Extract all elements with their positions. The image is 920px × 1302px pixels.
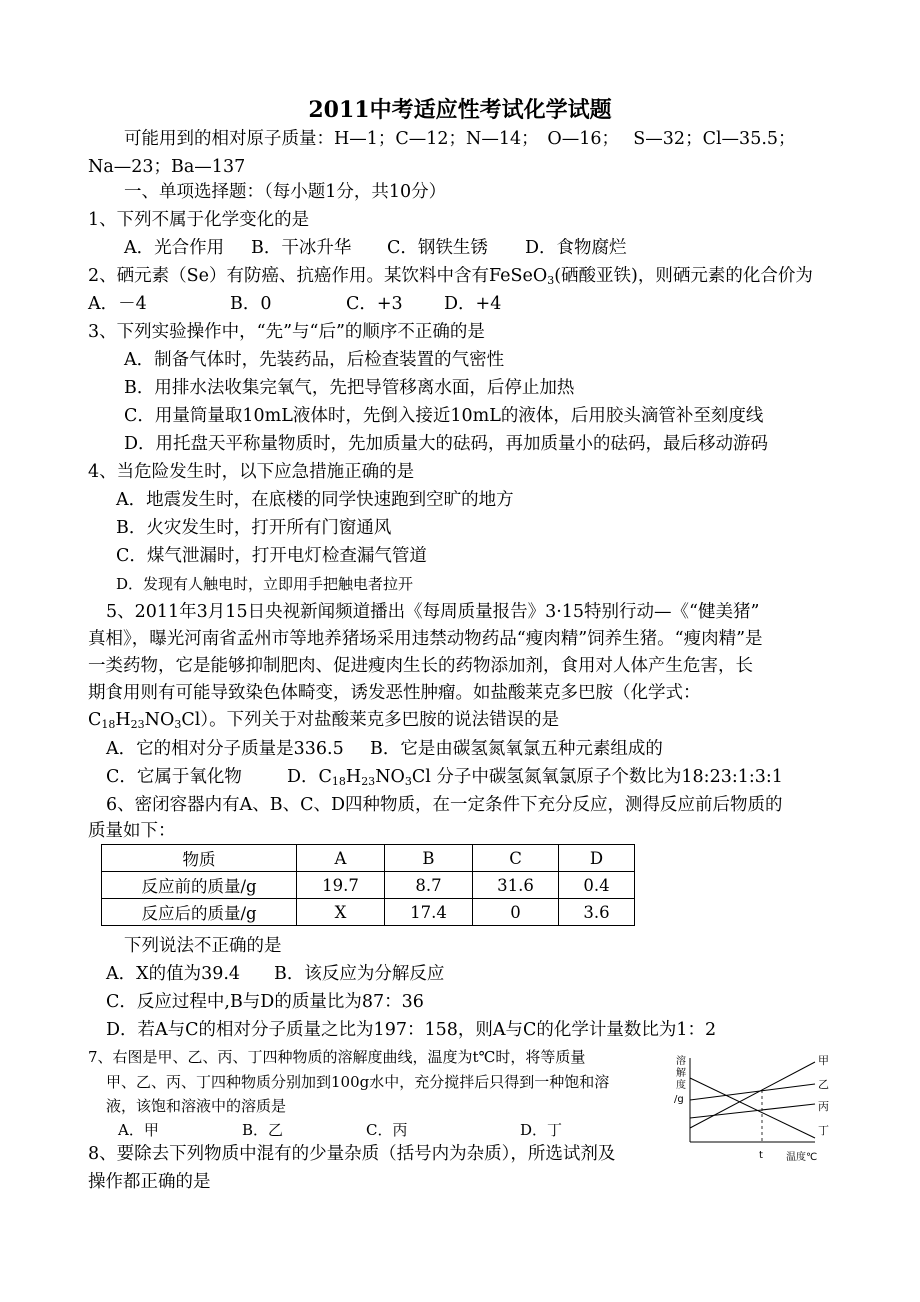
question-5-line1: 5、2011年3月15日央视新闻频道播出《每周质量报告》3·15特别行动—《“健美猪” bbox=[106, 602, 760, 622]
question-5-line3: 一类药物，它是能够抑制肥肉、促进瘦肉生长的药物添加剂，食用对人体产生危害，长 bbox=[88, 656, 753, 676]
formula-sub-18: 18 bbox=[101, 718, 116, 731]
table-cell: 31.6 bbox=[473, 872, 559, 899]
q5-options-cd bbox=[106, 765, 783, 789]
q5-d-h: H bbox=[345, 767, 362, 787]
curve-bing bbox=[690, 1104, 815, 1118]
curve-label-ding: 丁 bbox=[818, 1124, 829, 1137]
formula-c: C bbox=[88, 710, 102, 730]
curve-label-bing: 丙 bbox=[818, 1100, 829, 1113]
question-3-stem: 3、下列实验操作中，“先”与“后”的顺序不正确的是 bbox=[88, 322, 485, 342]
question-6-line2: 质量如下： bbox=[88, 821, 176, 841]
formula-h: H bbox=[115, 710, 131, 730]
q5-option-d bbox=[287, 767, 783, 787]
ylabel-char: /g bbox=[674, 1094, 684, 1105]
atomic-masses-line2: Na—23；Ba—137 bbox=[88, 157, 246, 177]
curve-ding bbox=[690, 1078, 815, 1138]
q4-option-c: C．煤气泄漏时，打开电灯检查漏气管道 bbox=[116, 546, 427, 566]
question-8-line2: 操作都正确的是 bbox=[88, 1172, 211, 1192]
q2-option-c: C．+3 bbox=[346, 294, 403, 314]
table-cell: 0 bbox=[473, 899, 559, 926]
formula-no: NO bbox=[144, 710, 175, 730]
q5-options-ab bbox=[106, 737, 663, 761]
ylabel-char: 度 bbox=[676, 1080, 686, 1091]
formula-sub-23: 23 bbox=[130, 718, 145, 731]
x-axis-label: 温度℃ bbox=[786, 1152, 818, 1163]
question-2-options bbox=[88, 292, 501, 316]
table-header-cell: B bbox=[385, 845, 473, 872]
table-header-cell: C bbox=[473, 845, 559, 872]
q3-option-b: B．用排水法收集完氧气，先把导管移离水面，后停止加热 bbox=[124, 378, 575, 398]
q1-option-a: A．光合作用 bbox=[124, 238, 225, 258]
q2-stem-part2: (硒酸亚铁)，则硒元素的化合价为 bbox=[554, 266, 813, 286]
q7-option-c: C．丙 bbox=[366, 1121, 408, 1139]
ylabel-char: 溶 bbox=[676, 1056, 686, 1067]
question-2-stem bbox=[88, 264, 813, 288]
question-6-line1: 6、密闭容器内有A、B、C、D四种物质，在一定条件下充分反应，测得反应前后物质的 bbox=[106, 795, 783, 815]
table-cell: 19.7 bbox=[297, 872, 385, 899]
table-cell: 3.6 bbox=[559, 899, 635, 926]
table-header-cell: D bbox=[559, 845, 635, 872]
curve-jia bbox=[690, 1062, 815, 1128]
q2-option-d: D．+4 bbox=[444, 294, 502, 314]
table-header-cell: 物质 bbox=[102, 845, 297, 872]
table-row bbox=[102, 899, 635, 926]
q6-option-a: A．X的值为39.4 bbox=[106, 964, 241, 984]
q6-prompt: 下列说法不正确的是 bbox=[124, 936, 282, 956]
q1-option-c: C．钢铁生锈 bbox=[387, 238, 488, 258]
page-title: 2011中考适应性考试化学试题 bbox=[308, 97, 612, 123]
q4-option-b: B．火灾发生时，打开所有门窗通风 bbox=[116, 518, 392, 538]
q7-option-d: D．丁 bbox=[520, 1121, 563, 1139]
q2-stem-subscript: 3 bbox=[547, 274, 555, 287]
q5-d-sub-3: 3 bbox=[404, 775, 412, 788]
q2-option-a: A．－4 bbox=[88, 294, 147, 314]
question-4-stem: 4、当危险发生时，以下应急措施正确的是 bbox=[88, 462, 415, 482]
table-cell: 反应前的质量/g bbox=[102, 872, 297, 899]
mass-table bbox=[101, 844, 635, 926]
question-7-line3: 液，该饱和溶液中的溶质是 bbox=[106, 1097, 287, 1115]
q7-option-b: B．乙 bbox=[242, 1121, 284, 1139]
q6-option-c: C．反应过程中,B与D的质量比为87：36 bbox=[106, 992, 424, 1012]
table-cell: 0.4 bbox=[559, 872, 635, 899]
q5-option-b: B．它是由碳氢氮氧氯五种元素组成的 bbox=[370, 739, 663, 759]
q2-option-b: B．0 bbox=[230, 294, 272, 314]
q4-option-a: A．地震发生时，在底楼的同学快速跑到空旷的地方 bbox=[116, 490, 514, 510]
q5-d-sub-23: 23 bbox=[361, 775, 376, 788]
q5-option-a: A．它的相对分子质量是336.5 bbox=[106, 739, 344, 759]
question-7-line2: 甲、乙、丙、丁四种物质分别加到100g水中，充分搅拌后只得到一种饱和溶 bbox=[106, 1073, 610, 1091]
curve-label-jia: 甲 bbox=[818, 1054, 829, 1067]
question-5-line4: 期食用则有可能导致染色体畸变，诱发恶性肿瘤。如盐酸莱克多巴胺（化学式： bbox=[88, 683, 701, 703]
q2-stem-part1: 2、硒元素（Se）有防癌、抗癌作用。某饮料中含有FeSeO bbox=[88, 266, 548, 286]
q3-option-a: A．制备气体时，先装药品，后检查装置的气密性 bbox=[124, 350, 505, 370]
table-cell: 8.7 bbox=[385, 872, 473, 899]
question-7-line1: 7、右图是甲、乙、丙、丁四种物质的溶解度曲线，温度为t℃时，将等质量 bbox=[88, 1048, 586, 1066]
x-tick-t: t bbox=[759, 1150, 763, 1161]
q5-stem-end: Cl）。下列关于对盐酸莱克多巴胺的说法错误的是 bbox=[181, 710, 560, 730]
q1-option-d: D．食物腐烂 bbox=[525, 238, 627, 258]
q6-option-d: D．若A与C的相对分子质量之比为197：158，则A与C的化学计量数比为1：2 bbox=[106, 1020, 717, 1040]
q5-d-prefix: D．C bbox=[287, 767, 332, 787]
q5-d-rest: Cl 分子中碳氢氮氧氯原子个数比为18:23:1:3:1 bbox=[411, 767, 783, 787]
q7-option-a: A．甲 bbox=[118, 1121, 159, 1139]
q6-options-ab bbox=[106, 962, 444, 986]
section-heading: 一、单项选择题：（每小题1分，共10分） bbox=[124, 182, 447, 202]
q5-option-c: C．它属于氧化物 bbox=[106, 767, 242, 787]
question-8-line1: 8、要除去下列物质中混有的少量杂质（括号内为杂质），所选试剂及 bbox=[88, 1144, 616, 1164]
question-7-options bbox=[118, 1118, 562, 1142]
solubility-curve-figure bbox=[670, 1050, 840, 1170]
q6-option-b: B．该反应为分解反应 bbox=[274, 964, 445, 984]
q4-option-d: D．发现有人触电时，立即用手把触电者拉开 bbox=[116, 575, 414, 593]
table-header-cell: A bbox=[297, 845, 385, 872]
formula-sub-3: 3 bbox=[174, 718, 182, 731]
question-1-options bbox=[124, 236, 627, 260]
table-cell: X bbox=[297, 899, 385, 926]
table-header-row bbox=[102, 845, 635, 872]
q5-d-no: NO bbox=[375, 767, 405, 787]
question-5-line5 bbox=[88, 708, 559, 732]
q3-option-d: D．用托盘天平称量物质时，先加质量大的砝码，再加质量小的砝码，最后移动游码 bbox=[124, 434, 769, 454]
table-cell: 17.4 bbox=[385, 899, 473, 926]
question-1-stem: 1、下列不属于化学变化的是 bbox=[88, 210, 310, 230]
ylabel-char: 解 bbox=[676, 1068, 686, 1079]
question-5-line2: 真相》，曝光河南省孟州市等地养猪场采用违禁动物药品“瘦肉精”饲养生猪。“瘦肉精”是 bbox=[88, 629, 763, 649]
q5-d-sub-18: 18 bbox=[331, 775, 346, 788]
curve-label-yi: 乙 bbox=[818, 1078, 829, 1091]
q3-option-c: C．用量筒量取10mL液体时，先倒入接近10mL的液体，后用胶头滴管补至刻度线 bbox=[124, 406, 764, 426]
atomic-masses-line1: 可能用到的相对原子质量：H—1；C—12；N—14； O—16； S—32；Cl—35.5； bbox=[124, 129, 796, 149]
q1-option-b: B．干冰升华 bbox=[251, 238, 352, 258]
table-row bbox=[102, 872, 635, 899]
table-cell: 反应后的质量/g bbox=[102, 899, 297, 926]
curve-yi bbox=[690, 1084, 815, 1100]
